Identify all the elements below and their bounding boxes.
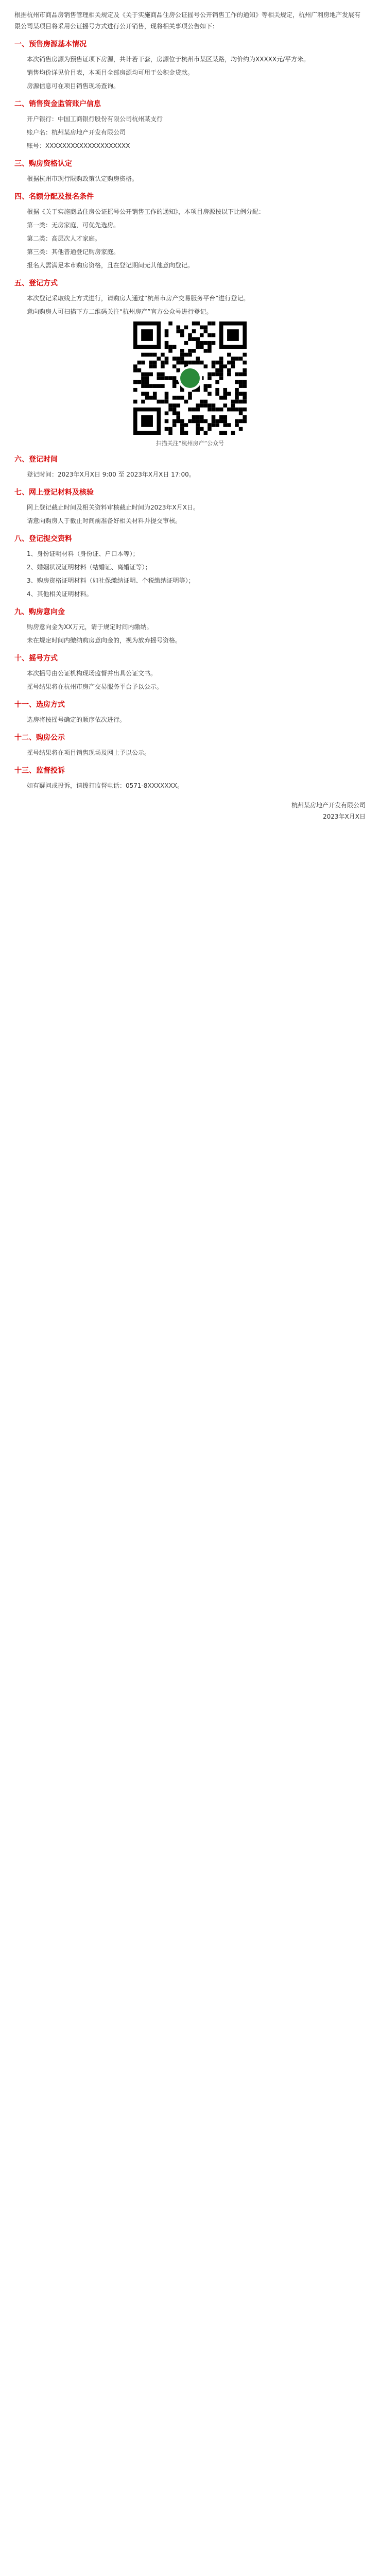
section-title: 八、登记提交资料: [14, 535, 72, 543]
section-paragraph: 房源信息可在项目销售现场查询。: [27, 82, 120, 90]
section-paragraph: 开户银行：中国工商银行股份有限公司杭州某支行: [27, 115, 163, 123]
section-paragraph: 本次登记采取线上方式进行，请购房人通过“杭州市房产交易服务平台”进行登记。: [27, 295, 250, 302]
section-title: 二、销售资金监管账户信息: [14, 100, 101, 108]
section-paragraph: 登记时间：2023年X月X日 9:00 至 2023年X月X日 17:00。: [27, 471, 195, 478]
section-title: 十三、监督投诉: [14, 767, 65, 775]
section-paragraph: 4、其他相关证明材料。: [27, 590, 93, 598]
section-6: [14, 453, 366, 480]
section-paragraph: 根据杭州市现行限购政策认定购房资格。: [27, 175, 139, 182]
section-paragraph: 未在规定时间内缴纳购房意向金的，视为放弃摇号资格。: [27, 637, 182, 644]
section-paragraph: 第二类：高层次人才家庭。: [27, 235, 101, 242]
section-3: [14, 158, 366, 184]
footer-date: 2023年X月X日: [323, 813, 366, 820]
section-11: [14, 699, 366, 725]
section-1: [14, 38, 366, 92]
section-paragraph: 网上登记截止时间及相关资料审核截止时间为2023年X月X日。: [27, 504, 199, 511]
section-7: [14, 486, 366, 527]
section-paragraph: 3、购房资格证明材料（如社保缴纳证明、个税缴纳证明等）；: [27, 577, 195, 584]
section-title: 十一、选房方式: [14, 701, 65, 709]
footer: [14, 800, 366, 822]
section-paragraph: 1、身份证明材料（身份证、户口本等）；: [27, 550, 139, 557]
section-paragraph: 本次销售房源为预售证项下房源，共计若干套，房源位于杭州市某区某路，均价约为XXXXX元/平方米。: [27, 56, 310, 63]
section-paragraph: 报名人需满足本市购房资格，且在登记期间无其他意向登记。: [27, 262, 194, 269]
section-title: 九、购房意向金: [14, 608, 65, 616]
section-paragraph: 如有疑问或投诉，请拨打监督电话：0571-8XXXXXXX。: [27, 782, 184, 789]
section-paragraph: 第一类：无房家庭，可优先选房。: [27, 222, 120, 229]
section-title: 一、预售房源基本情况: [14, 40, 87, 48]
section-9: [14, 606, 366, 646]
section-8: [14, 533, 366, 600]
section-paragraph: 摇号结果将在杭州市房产交易服务平台予以公示。: [27, 683, 163, 690]
section-paragraph: 摇号结果将在项目销售现场及网上予以公示。: [27, 749, 151, 756]
section-paragraph: 2、婚姻状况证明材料（结婚证、离婚证等）；: [27, 564, 151, 571]
section-5: [14, 277, 366, 447]
section-paragraph: 账号：XXXXXXXXXXXXXXXXXXXX: [27, 142, 130, 149]
section-paragraph: 第三类：其他普通登记购房家庭。: [27, 248, 120, 256]
section-title: 三、购房资格认定: [14, 160, 72, 168]
section-title: 六、登记时间: [14, 455, 58, 464]
section-13: [14, 765, 366, 791]
section-title: 十、摇号方式: [14, 654, 58, 663]
section-paragraph: 销售均价详见价目表，本项目全部房源均可用于公积金贷款。: [27, 69, 194, 76]
section-paragraph: 购房意向金为XX万元，请于规定时间内缴纳。: [27, 623, 153, 631]
sections-container: [14, 38, 366, 791]
section-title: 十二、购房公示: [14, 734, 65, 742]
section-paragraph: 请意向购房人于截止时间前准备好相关材料并提交审核。: [27, 517, 182, 524]
section-title: 五、登记方式: [14, 279, 58, 287]
section-paragraph: 根据《关于实施商品住房公证摇号公开销售工作的通知》，本项目房源按以下比例分配：: [27, 208, 265, 215]
footer-company: 杭州某房地产开发有限公司: [291, 802, 366, 809]
section-paragraph: 本次摇号由公证机构现场监督并出具公证文书。: [27, 670, 157, 677]
qr-caption: 扫描关注“杭州房产”公众号: [156, 440, 224, 447]
section-title: 七、网上登记材料及核验: [14, 488, 94, 497]
section-10: [14, 652, 366, 692]
section-2: [14, 98, 366, 151]
section-paragraph: 选房将按摇号确定的顺序依次进行。: [27, 716, 126, 723]
section-paragraph: 账户名：杭州某房地产开发有限公司: [27, 129, 126, 136]
qr-code-icon: [133, 321, 247, 435]
intro-paragraph: 根据杭州市商品房销售管理相关规定及《关于实施商品住房公证摇号公开销售工作的通知》等相关规定，杭州广利房地产发展有限公司某项目将采用公证摇号方式进行公开销售，现将相关事项公告如下：: [14, 11, 361, 30]
section-12: [14, 732, 366, 758]
section-paragraph: 意向购房人可扫描下方二维码关注“杭州房产”官方公众号进行登记。: [27, 308, 213, 315]
section-4: [14, 191, 366, 271]
section-title: 四、名额分配及报名条件: [14, 193, 94, 201]
